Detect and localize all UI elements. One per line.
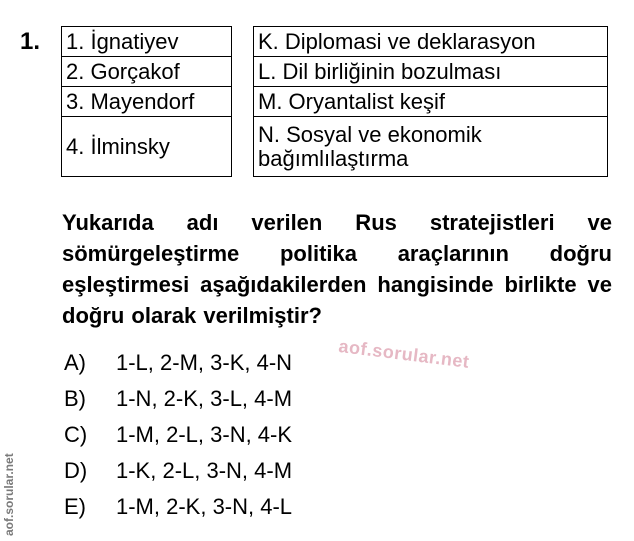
side-watermark: aof.sorular.net (2, 453, 16, 536)
question-number: 1. (20, 28, 41, 55)
option-text: 1-M, 2-L, 3-N, 4-K (116, 422, 293, 447)
option-text: 1-M, 2-K, 3-N, 4-L (116, 494, 293, 519)
option-b[interactable] (64, 381, 292, 417)
left-match-table (61, 26, 232, 177)
option-letter: C) (64, 422, 88, 447)
option-text: 1-N, 2-K, 3-L, 4-M (116, 386, 293, 411)
right-item: K. Diplomasi ve deklarasyon (254, 27, 608, 57)
right-item: M. Oryantalist keşif (254, 87, 608, 117)
question-stem: Yukarıda adı verilen Rus stratejistleri ve sömürgeleştirme politika araçlarının doğru eşleştirmesi aşağıdakilerden hangisinde birlikte ve doğru olarak verilmiştir? (62, 210, 612, 328)
left-item: 4. İlminsky (62, 117, 232, 177)
option-e[interactable] (64, 489, 292, 525)
option-text: 1-K, 2-L, 3-N, 4-M (116, 458, 293, 483)
option-a[interactable] (64, 345, 292, 381)
watermark: aof.sorular.net (337, 336, 471, 372)
option-letter: D) (64, 458, 88, 483)
right-item: N. Sosyal ve ekonomik bağımlılaştırma (254, 117, 608, 177)
option-text: 1-L, 2-M, 3-K, 4-N (116, 350, 293, 375)
answer-options (64, 345, 292, 525)
left-item: 2. Gorçakof (62, 57, 232, 87)
left-item: 3. Mayendorf (62, 87, 232, 117)
right-item: L. Dil birliğinin bozulması (254, 57, 608, 87)
option-letter: A) (64, 350, 86, 375)
option-letter: B) (64, 386, 86, 411)
option-c[interactable] (64, 417, 292, 453)
option-d[interactable] (64, 453, 292, 489)
left-item: 1. İgnatiyev (62, 27, 232, 57)
right-match-table (253, 26, 608, 177)
option-letter: E) (64, 494, 86, 519)
